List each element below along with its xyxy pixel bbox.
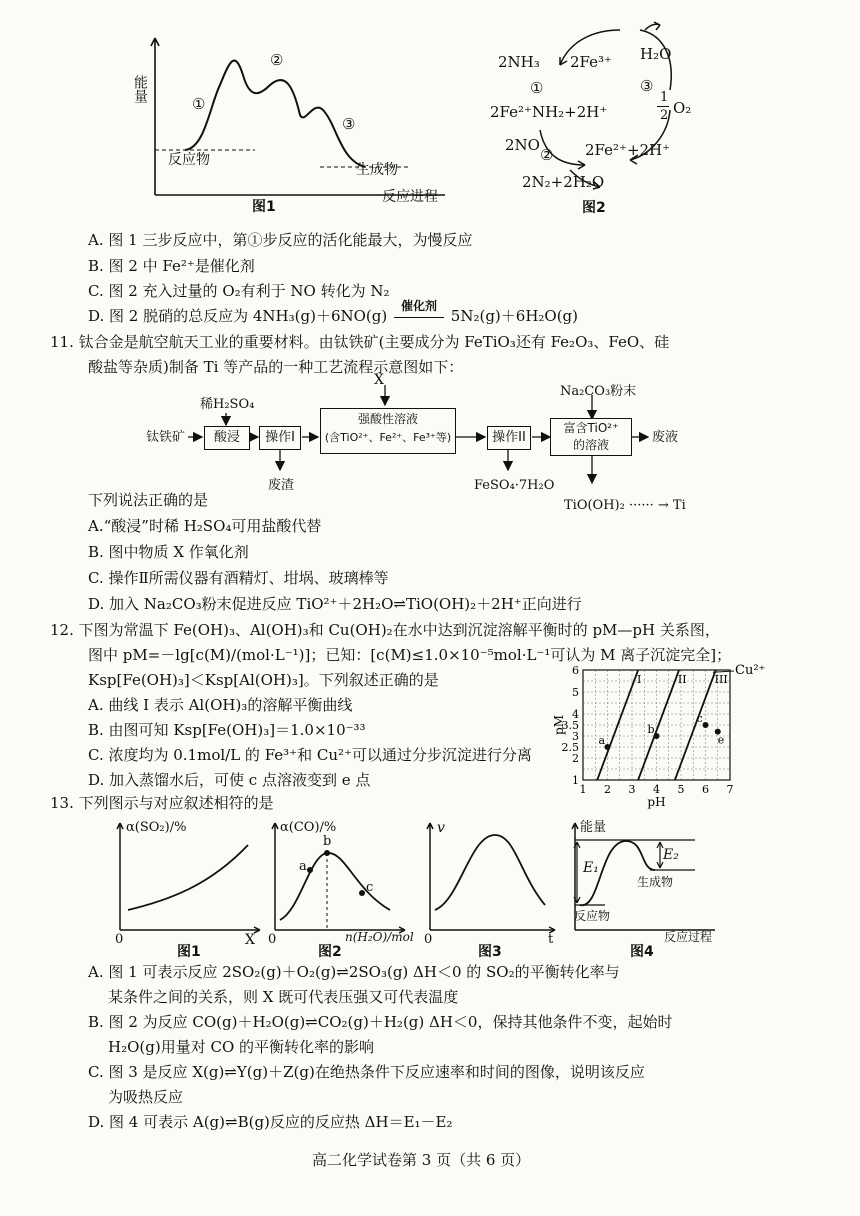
cu2-label: Cu²⁺ [735,663,766,678]
q13-f2-origin: 0 [268,932,277,947]
page-footer: 高二化学试卷第 3 页（共 6 页） [312,1151,531,1169]
flow-feso4: FeSO₄·7H₂O [474,478,555,493]
fig2-circle1: ① [530,79,544,97]
y-tick-label: 2 [572,752,579,765]
q12-option-a: A. 曲线 I 表示 Al(OH)₃的溶解平衡曲线 [88,696,353,714]
q13-option-c-2: 为吸热反应 [108,1088,184,1106]
flow-x: X [374,372,384,388]
x-tick-label: 4 [653,783,660,796]
point-c [703,722,709,728]
q13-f1-origin: 0 [115,932,124,947]
x-axis-label: pH [647,795,666,809]
y-tick-label: 4 [572,708,579,721]
flow-box-op1: 操作I [259,426,301,450]
q10-d-catalyst: 催化剂 [400,299,437,313]
x-tick-label: 5 [677,783,685,796]
q11-option-b: B. 图中物质 X 作氧化剂 [88,543,249,561]
q13-f4-e2: E₂ [663,847,679,863]
flow-waste: 废液 [652,430,679,445]
q13-f4-caption: 图4 [630,944,654,960]
point-label-b: b [647,723,655,736]
fig2-mid: 2Fe²⁺NH₂+2H⁺ [490,103,608,121]
pm-ph-chart [552,658,775,809]
fig1-step3: ③ [342,115,356,133]
fig2-circle2: ② [540,146,554,164]
q13-f4-product: 生成物 [637,875,674,889]
y-tick-label: 5 [572,686,579,699]
fig1-step2: ② [270,51,284,69]
x-tick-label: 6 [702,783,709,796]
q13-f1-ylabel: α(SO₂)/% [126,820,187,835]
q10-option-c: C. 图 2 充入过量的 O₂有利于 NO 转化为 N₂ [88,282,390,300]
q13-f2-b: b [323,834,332,849]
q12-stem-3: Ksp[Fe(OH)₃]＜Ksp[Al(OH)₃]。下列叙述正确的是 [88,671,439,689]
y-axis-label: pM [552,715,566,735]
flow-tioh: TiO(OH)₂ ······ → Ti [564,498,686,513]
q11-stem-1: 11. 钛合金是航空航天工业的重要材料。由钛铁矿(主要成分为 FeTiO₃还有 Fe₂O₃、FeO、硅 [50,333,670,351]
q13-stem: 13. 下列图示与对应叙述相符的是 [50,794,274,812]
q13-f4-ylabel: 能量 [580,820,607,835]
flow-box-leach: 酸浸 [204,426,250,450]
q13-f3-caption: 图3 [478,944,502,960]
fig2-caption: 图2 [582,200,606,216]
q13-f4-e1: E₁ [583,860,599,876]
series-label-3: III [714,673,728,687]
q11-option-d: D. 加入 Na₂CO₃粉末促进反应 TiO²⁺＋2H₂O⇌TiO(OH)₂＋2H⁺正向进行 [88,595,582,613]
fig2-nh3: 2NH₃ [498,53,540,71]
q13-f4-xlabel: 反应过程 [664,930,713,944]
q12-stem-2: 图中 pM=－lg[c(M)/(mol·L⁻¹)]；已知：[c(M)≤1.0×10⁻⁵mol·L⁻¹可认为 M 离子沉淀完全]； [88,646,732,664]
fig1-product: 生成物 [356,162,398,178]
q13-f2-xlabel: n(H₂O)/mol [345,930,414,944]
q11-prompt: 下列说法正确的是 [88,491,209,509]
q13-f3-ylabel: v [437,820,445,836]
q13-f2-c: c [366,880,374,895]
fig2-h2o: H₂O [640,45,672,63]
fig1-ylabel: 能量 [132,75,148,103]
q10-option-a: A. 图 1 三步反应中，第①步反应的活化能最大，为慢反应 [88,231,473,249]
q13-option-a-2: 某条件之间的关系，则 X 既可代表压强又可代表温度 [108,988,459,1006]
flow-slag: 废渣 [268,478,295,493]
q10-d-rhs: 5N₂(g)＋6H₂O(g) [450,307,579,325]
fig2-o2: O₂ [673,99,692,117]
fig2-half-num: 1 [660,90,669,105]
q12-option-b: B. 由图可知 Ksp[Fe(OH)₃]＝1.0×10⁻³³ [88,721,366,739]
q13-f3-xlabel: t [548,932,554,947]
q10-option-d [88,299,579,326]
x-tick-label: 2 [604,783,611,796]
fig2-circle3: ③ [640,77,654,95]
y-tick-label: 3.5 [561,719,579,732]
q13-option-a-1: A. 图 1 可表示反应 2SO₂(g)＋O₂(g)⇌2SO₃(g) ΔH＜0 的 SO₂的平衡转化率与 [88,963,620,981]
fig1-xlabel: 反应进程 [382,189,438,205]
flow-box-solution [320,408,456,454]
series-label-1: I [636,673,642,687]
fig2-half-den: 2 [660,108,669,123]
flow-sol-line1: 强酸性溶液 [357,412,418,426]
flow-box-rich [550,418,632,456]
q13-option-d: D. 图 4 可表示 A(g)⇌B(g)反应的反应热 ΔH＝E₁－E₂ [88,1113,453,1131]
q13-f3-origin: 0 [424,932,433,947]
flow-ore: 钛铁矿 [146,430,186,445]
flow-rich-line2: 的溶液 [572,438,609,452]
q13-f4-reactant: 反应物 [574,909,611,923]
y-tick-label: 1 [572,774,579,787]
q12-stem-1: 12. 下图为常温下 Fe(OH)₃、Al(OH)₃和 Cu(OH)₂在水中达到沉淀溶解平衡时的 pM—pH 关系图， [50,621,720,639]
q11-stem-2: 酸盐等杂质)制备 Ti 等产品的一种工艺流程示意图如下： [88,358,464,376]
q12-option-c: C. 浓度均为 0.1mol/L 的 Fe³⁺和 Cu²⁺可以通过分步沉淀进行分离 [88,746,532,764]
q10-d-lhs: D. 图 2 脱硝的总反应为 4NH₃(g)＋6NO(g) [88,307,388,325]
q13-f1-xlabel: X [245,932,255,948]
q13-f2-ylabel: α(CO)/% [280,820,337,835]
fig2-fe3: 2Fe³⁺ [570,53,612,71]
y-tick-label: 2.5 [561,741,579,754]
fig1-reactant: 反应物 [168,152,210,168]
fig1-step1: ① [192,95,206,113]
y-tick-label: 3 [572,730,579,743]
q13-f2-a: a [299,859,307,874]
x-tick-label: 1 [579,783,587,796]
flow-rich-line1: 富含TiO²⁺ [563,421,619,435]
point-label-a: a [598,734,606,747]
q13-option-b-1: B. 图 2 为反应 CO(g)＋H₂O(g)⇌CO₂(g)＋H₂(g) ΔH＜0，保持其他条件不变，起始时 [88,1013,673,1031]
q12-option-d: D. 加入蒸馏水后，可使 c 点溶液变到 e 点 [88,771,371,789]
point-label-e: e [717,733,725,747]
point-label-c: c [696,712,703,725]
flow-box-op2: 操作II [487,426,531,450]
q13-f1-caption: 图1 [177,944,201,960]
y-tick-label: 6 [572,664,579,677]
fig1-caption: 图1 [252,199,276,215]
point-a [605,744,611,750]
q10-option-b: B. 图 2 中 Fe²⁺是催化剂 [88,257,255,275]
flow-sol-line2: (含TiO²⁺、Fe²⁺、Fe³⁺等) [324,431,452,444]
fig2-no: 2NO [505,136,540,154]
q11-option-c: C. 操作Ⅱ所需仪器有酒精灯、坩埚、玻璃棒等 [88,569,389,587]
flow-na2co3: Na₂CO₃粉末 [560,384,637,399]
q13-option-b-2: H₂O(g)用量对 CO 的平衡转化率的影响 [108,1038,375,1056]
q13-f2-caption: 图2 [318,944,342,960]
x-tick-label: 7 [726,783,734,796]
fig2-fe2h: 2Fe²⁺+2H⁺ [585,141,671,159]
x-tick-label: 3 [628,783,636,796]
series-label-2: II [677,673,687,687]
flow-h2so4: 稀H₂SO₄ [200,397,255,412]
q10-d-arrow [392,299,446,326]
q11-option-a: A.“酸浸”时稀 H₂SO₄可用盐酸代替 [88,517,322,535]
q13-option-c-1: C. 图 3 是反应 X(g)⇌Y(g)＋Z(g)在绝热条件下反应速率和时间的图像，说明该反应 [88,1063,645,1081]
fig2-n2: 2N₂+2H₂O [522,173,605,191]
